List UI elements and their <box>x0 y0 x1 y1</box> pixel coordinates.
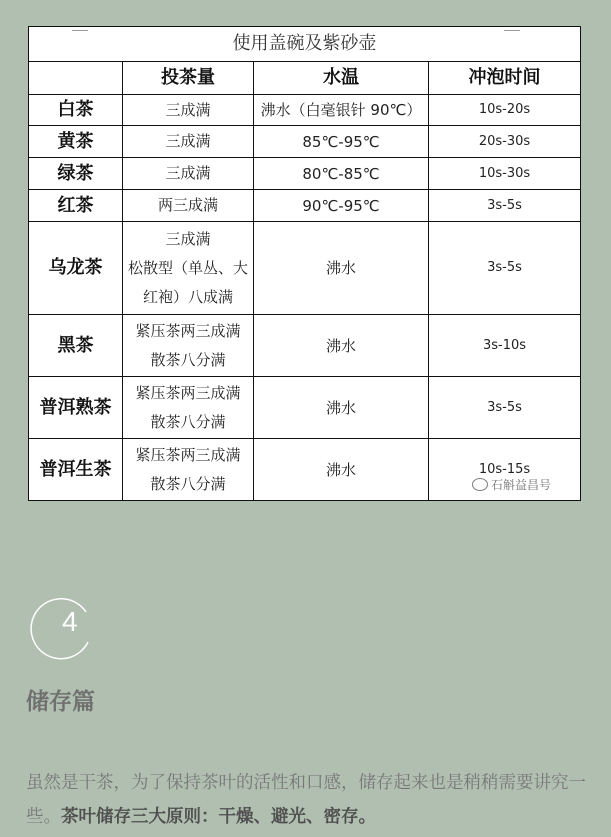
amount-line: 散茶八分满 <box>150 350 226 369</box>
header-brew-time: 冲泡时间 <box>429 62 581 95</box>
amount-cell <box>123 190 254 222</box>
brew-time-cell: 10s-30s <box>429 158 581 190</box>
corner-mark-right <box>504 30 520 31</box>
water-temp-cell: 85℃-95℃ <box>254 126 429 158</box>
brew-time-cell: 10s-20s <box>429 95 581 126</box>
storage-paragraph <box>26 766 592 834</box>
tea-name-cell: 乌龙茶 <box>29 222 123 315</box>
tea-name-cell: 黄茶 <box>29 126 123 158</box>
water-temp-cell: 沸水（白毫银针 90℃） <box>254 95 429 126</box>
tea-name-cell: 普洱熟茶 <box>29 377 123 439</box>
table-row <box>29 190 581 222</box>
brew-time-cell: 3s-5s <box>429 190 581 222</box>
amount-line: 三成满 <box>165 132 211 150</box>
watermark-text: 石斛益昌号 <box>491 478 552 492</box>
tea-name-cell: 白茶 <box>29 95 123 126</box>
header-water-temp: 水温 <box>254 62 429 95</box>
amount-line: 散茶八分满 <box>150 412 226 431</box>
table-row <box>29 377 581 439</box>
amount-cell <box>123 377 254 439</box>
brew-time-cell: 10s-15s <box>429 439 581 501</box>
tea-brewing-table <box>28 26 581 501</box>
tea-name-cell: 红茶 <box>29 190 123 222</box>
wechat-icon <box>472 478 488 491</box>
paragraph-bold-text: 茶叶储存三大原则：干燥、避光、密存。 <box>61 807 376 827</box>
water-temp-cell: 90℃-95℃ <box>254 190 429 222</box>
table-title: 使用盖碗及紫砂壶 <box>29 27 581 62</box>
table-row <box>29 95 581 126</box>
section-title: 储存篇 <box>26 689 95 715</box>
amount-line: 三成满 <box>165 164 211 182</box>
amount-cell <box>123 222 254 315</box>
amount-line: 三成满 <box>165 100 211 119</box>
table-row <box>29 315 581 377</box>
amount-line: 紧压茶两三成满 <box>135 383 241 402</box>
tea-name-cell: 黑茶 <box>29 315 123 377</box>
water-temp-cell: 沸水 <box>254 439 429 501</box>
brew-time-cell: 3s-5s <box>429 377 581 439</box>
amount-line: 紧压茶两三成满 <box>135 321 241 340</box>
amount-line: 散茶八分满 <box>150 474 226 493</box>
water-temp-cell: 沸水 <box>254 377 429 439</box>
water-temp-cell: 80℃-85℃ <box>254 158 429 190</box>
table-row <box>29 126 581 158</box>
amount-line: 紧压茶两三成满 <box>135 445 241 464</box>
amount-line: 红袍）八成满 <box>142 287 233 306</box>
tea-name-cell: 普洱生茶 <box>29 439 123 501</box>
table-row <box>29 222 581 315</box>
watermark <box>472 476 551 493</box>
amount-cell <box>123 158 254 190</box>
brew-time-cell: 3s-5s <box>429 222 581 315</box>
water-temp-cell: 沸水 <box>254 222 429 315</box>
amount-cell <box>123 439 254 501</box>
section-number: 4 <box>62 606 78 637</box>
table-body <box>29 95 581 501</box>
amount-cell <box>123 126 254 158</box>
water-temp-cell: 沸水 <box>254 315 429 377</box>
amount-line: 松散型（单丛、大 <box>127 258 248 277</box>
brew-time-cell: 20s-30s <box>429 126 581 158</box>
paragraph-text: 虽然是干茶，为了保持茶叶的活性和口感，储存起来也是稍稍需要讲究一些。 <box>26 773 586 827</box>
amount-cell <box>123 95 254 126</box>
corner-mark-left <box>72 30 88 31</box>
amount-line: 两三成满 <box>157 196 218 214</box>
amount-cell <box>123 315 254 377</box>
amount-line: 三成满 <box>165 229 211 248</box>
header-cell-empty <box>29 62 123 95</box>
section-circle-icon <box>26 598 92 664</box>
tea-name-cell: 绿茶 <box>29 158 123 190</box>
header-amount: 投茶量 <box>123 62 254 95</box>
table-row <box>29 158 581 190</box>
brew-time-cell: 3s-10s <box>429 315 581 377</box>
